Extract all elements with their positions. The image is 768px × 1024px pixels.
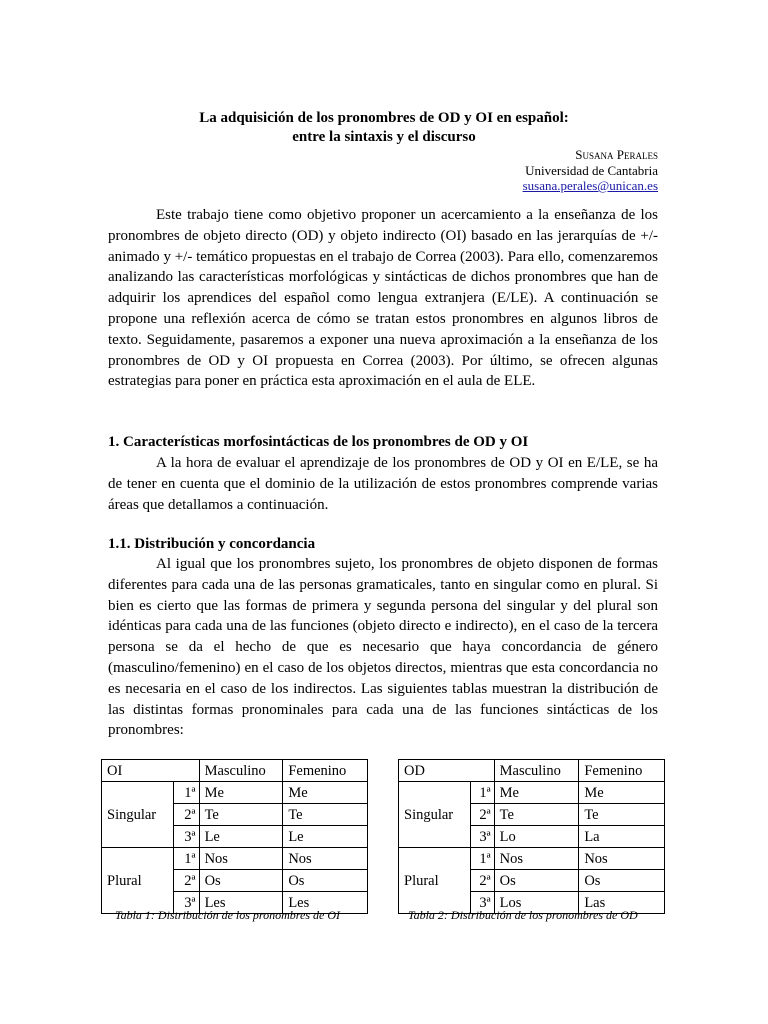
table-cell: Os xyxy=(579,870,665,892)
table-cell: Te xyxy=(199,804,283,826)
intro-block xyxy=(108,205,658,392)
table-cell: Me xyxy=(494,782,579,804)
table-row xyxy=(399,782,665,804)
table-cell: Te xyxy=(579,804,665,826)
person-cell: 1ª xyxy=(173,848,199,870)
table-cell: Me xyxy=(283,782,368,804)
table-cell: Lo xyxy=(494,826,579,848)
person-cell: 3ª xyxy=(470,892,494,914)
table-cell: La xyxy=(579,826,665,848)
table-header-cell: OI xyxy=(102,760,200,782)
section-1-1-paragraph: Al igual que los pronombres sujeto, los pronombres de objeto disponen de formas diferentes para cada una de las personas gramaticales, tanto en singular como en plural. Si bien es cierto que las formas de primera y segunda persona del singular y del plural son idénticas para cada una de las funciones (objeto directo e indirecto), en el caso de la tercera persona se da el hecho de que es necesario que haya concordancia de género (masculino/femenino) en el caso de los objetos directos, mientras que esta concordancia no es necesaria en el caso de los indirectos. Las siguientes tablas muestran la distribución de las distintas formas pronominales para cada una de las funciones sintácticas de los pronombres: xyxy=(108,556,658,739)
table-cell: Te xyxy=(283,804,368,826)
table-cell: Me xyxy=(199,782,283,804)
title-line-1: La adquisición de los pronombres de OD y OI en español: xyxy=(199,110,569,126)
author-email-link[interactable]: susana.perales@unican.es xyxy=(522,178,658,193)
group-label-plural: Plural xyxy=(102,848,174,914)
table-cell: Las xyxy=(579,892,665,914)
person-cell: 1ª xyxy=(470,848,494,870)
person-cell: 1ª xyxy=(173,782,199,804)
table-header-cell: Femenino xyxy=(283,760,368,782)
table-header-row xyxy=(399,760,665,782)
section-1-paragraph: A la hora de evaluar el aprendizaje de los pronombres de OD y OI en E/LE, se ha de tener en cuenta que el dominio de la utilización de estos pronombres comprende varias áreas que detallamos a continuación. xyxy=(108,455,658,513)
paper-title xyxy=(108,109,660,147)
group-label-singular: Singular xyxy=(102,782,174,848)
author-affiliation: Universidad de Cantabria xyxy=(525,162,658,178)
table-header-cell: OD xyxy=(399,760,495,782)
section-1-block xyxy=(108,453,658,515)
table-2-caption: Tabla 2: Distribución de los pronombres de OD xyxy=(408,908,638,922)
section-1-heading: 1. Características morfosintácticas de los pronombres de OD y OI xyxy=(108,434,529,450)
table-cell: Les xyxy=(283,892,368,914)
table-cell: Le xyxy=(283,826,368,848)
person-cell: 3ª xyxy=(470,826,494,848)
pronoun-table-oi xyxy=(101,759,368,914)
intro-paragraph: Este trabajo tiene como objetivo proponer un acercamiento a la enseñanza de los pronombres de objeto directo (OD) y objeto indirecto (OI) basado en las jerarquías de +/- animado y +/- temático propuestas en el trabajo de Correa (2003). Para ello, comenzaremos analizando las características morfológicas y sintácticas de dichos pronombres que han de adquirir los aprendices del español como lengua extranjera (E/LE). A continuación se propone una reflexión acerca de cómo se tratan estos pronombres en algunos libros de texto. Seguidamente, pasaremos a exponer una nueva aproximación a la enseñanza de los pronombres de OD y OI propuesta en Correa (2003). Por último, se ofrecen algunas estrategias para poner en práctica esta aproximación en el aula de ELE. xyxy=(108,207,658,390)
title-line-2: entre la sintaxis y el discurso xyxy=(292,129,476,145)
table-cell: Me xyxy=(579,782,665,804)
table-cell: Les xyxy=(199,892,283,914)
group-label-plural: Plural xyxy=(399,848,471,914)
table-cell: Nos xyxy=(283,848,368,870)
table-cell: Os xyxy=(494,870,579,892)
person-cell: 3ª xyxy=(173,826,199,848)
table-header-row xyxy=(102,760,368,782)
table-cell: Te xyxy=(494,804,579,826)
person-cell: 1ª xyxy=(470,782,494,804)
table-row xyxy=(102,848,368,870)
table-cell: Nos xyxy=(494,848,579,870)
pronoun-table-od xyxy=(398,759,665,914)
section-1-1-block xyxy=(108,554,658,741)
person-cell: 2ª xyxy=(470,804,494,826)
table-cell: Los xyxy=(494,892,579,914)
person-cell: 2ª xyxy=(173,804,199,826)
person-cell: 2ª xyxy=(470,870,494,892)
table-1-caption: Tabla 1: Distribución de los pronombres de OI xyxy=(115,908,340,922)
table-row xyxy=(102,782,368,804)
author-name: Susana Perales xyxy=(575,147,658,162)
table-header-cell: Femenino xyxy=(579,760,665,782)
table-cell: Le xyxy=(199,826,283,848)
table-cell: Nos xyxy=(199,848,283,870)
table-header-cell: Masculino xyxy=(199,760,283,782)
table-cell: Os xyxy=(283,870,368,892)
group-label-singular: Singular xyxy=(399,782,471,848)
table-row xyxy=(399,848,665,870)
table-header-cell: Masculino xyxy=(494,760,579,782)
author-block xyxy=(523,147,658,194)
person-cell: 2ª xyxy=(173,870,199,892)
table-cell: Os xyxy=(199,870,283,892)
person-cell: 3ª xyxy=(173,892,199,914)
table-cell: Nos xyxy=(579,848,665,870)
section-1-1-heading: 1.1. Distribución y concordancia xyxy=(108,536,316,552)
